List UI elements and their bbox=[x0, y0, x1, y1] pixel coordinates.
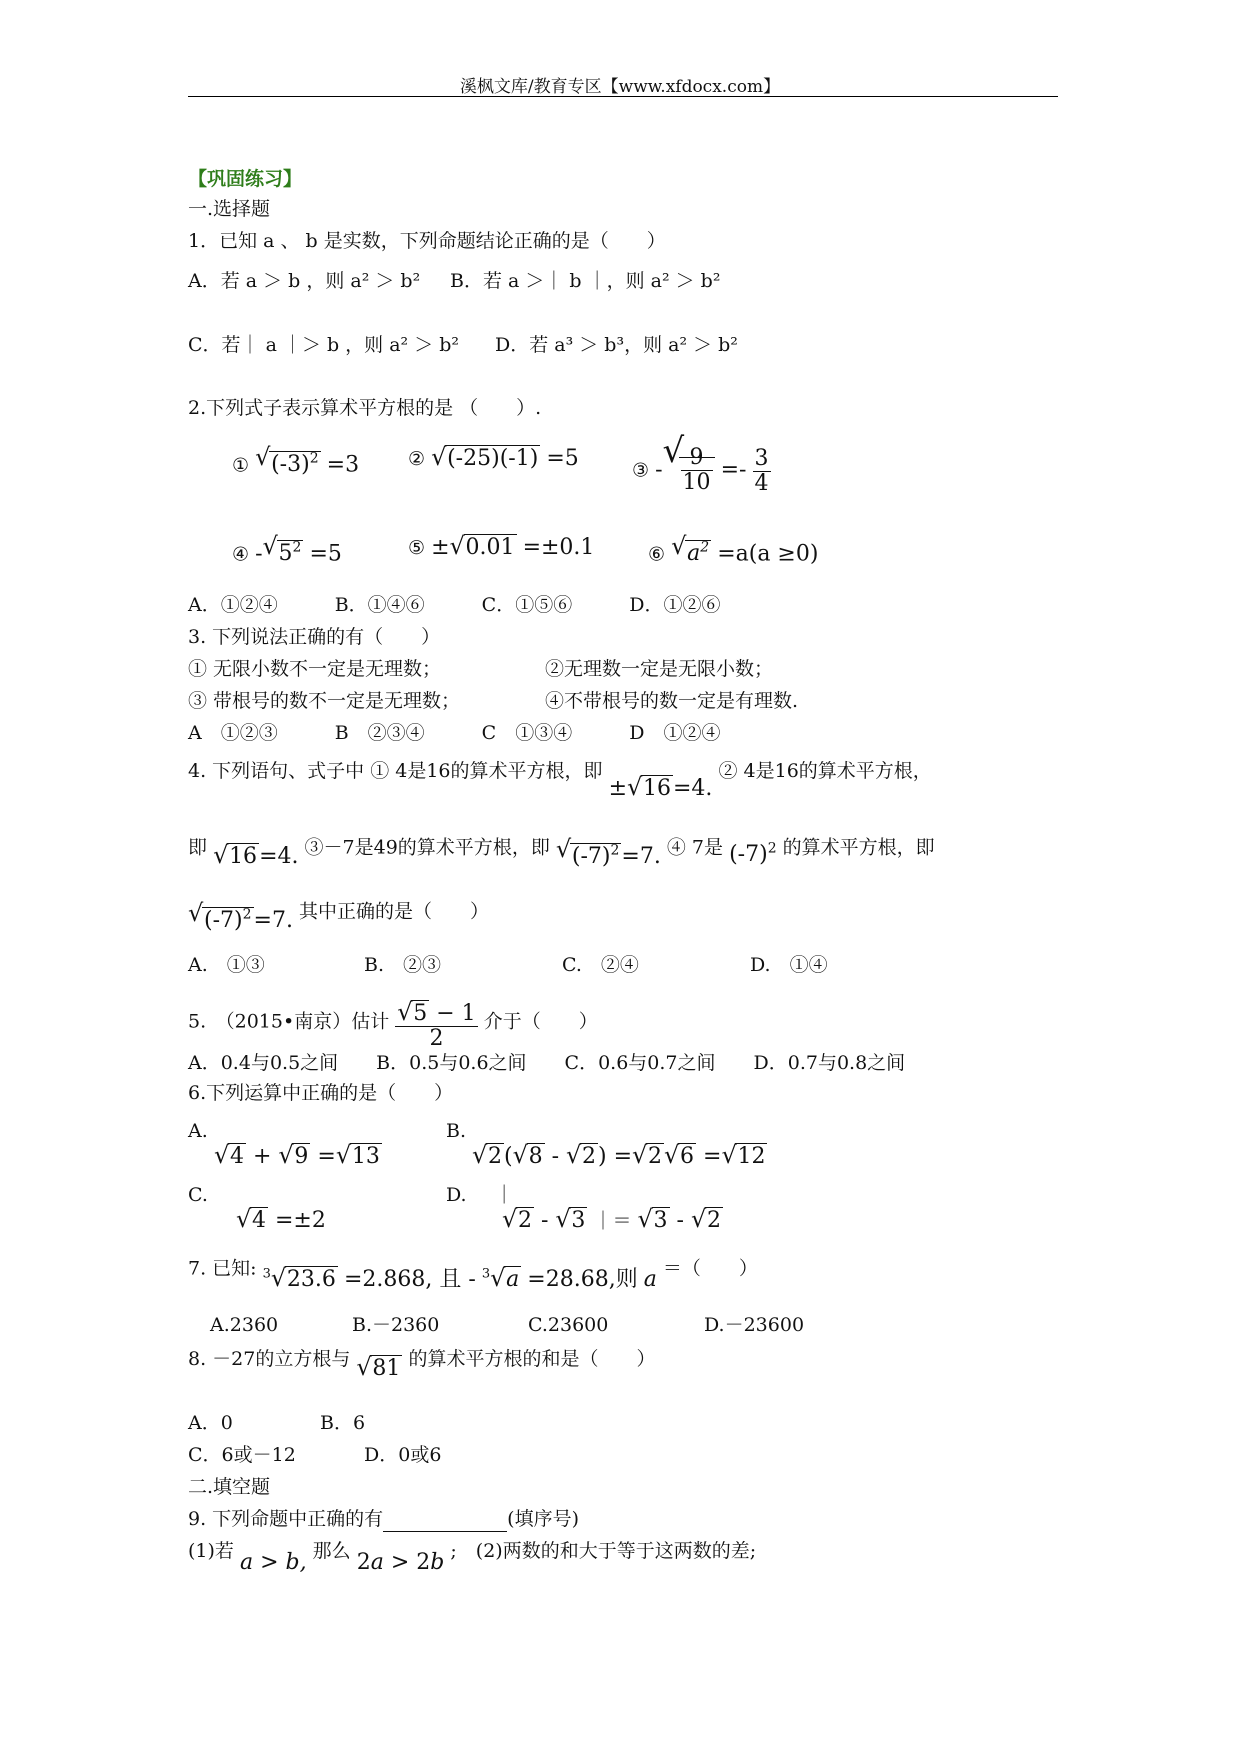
q7-text-d: ＝（ ） bbox=[662, 1257, 758, 1280]
q8-text-b: 的算术平方根的和是（ ） bbox=[408, 1348, 656, 1370]
q4-text-f: ③－7是49的算术平方根，即 bbox=[304, 836, 550, 859]
q9-line-2: (1)若 a > b, 那么 2a > 2b ; (2)两数的和大于等于这两数的差; bbox=[188, 1540, 757, 1575]
q4-text-k: 其中正确的是（ ） bbox=[299, 900, 490, 923]
expr-1-label: ① bbox=[232, 454, 250, 477]
q2-stem: 2.下列式子表示算术平方根的是 （ ）. bbox=[188, 397, 542, 419]
q5-text-a: 5. （2015•南京）估计 bbox=[188, 1010, 390, 1033]
q8-option-b: B．6 bbox=[320, 1412, 366, 1434]
q9-stem bbox=[188, 1506, 579, 1532]
expr-6-label: ⑥ bbox=[648, 543, 666, 566]
q6-d-bar-left: ｜ bbox=[494, 1184, 514, 1206]
part-2-heading: 二.填空题 bbox=[188, 1476, 271, 1498]
q8-option-a: A．0 bbox=[188, 1412, 233, 1434]
q3-statement-2: ②无理数一定是无限小数； bbox=[545, 658, 774, 680]
q5-text-b: 介于（ ） bbox=[483, 1010, 598, 1033]
q6-option-c: C. √ 4 =±2 bbox=[188, 1184, 326, 1233]
q6-c-label: C. bbox=[188, 1184, 208, 1206]
q4-text-g: =7. bbox=[621, 844, 661, 870]
q4-text-a: 4. 下列语句、式子中 ① 4是16的算术平方根，即 bbox=[188, 760, 603, 782]
q4-line-3: √ $(-7)^2=7$. 其中正确的是（ ） bbox=[188, 899, 490, 934]
q9-answer-blank[interactable] bbox=[383, 1511, 507, 1532]
q4-text-h: ④ 7是 bbox=[666, 836, 724, 859]
expr-1-result: =3 bbox=[326, 452, 360, 478]
q6-d-bar-right: ｜＝ bbox=[593, 1210, 632, 1232]
q1-stem: 1．已知 a 、 b 是实数，下列命题结论正确的是（ ） bbox=[188, 230, 666, 252]
q2-expr-2: ② √ (-25)(-1) =5 bbox=[408, 443, 579, 471]
q9-text-b: (填序号) bbox=[507, 1508, 579, 1530]
q8-option-c: C．6或－12 bbox=[188, 1444, 296, 1466]
q2-expr-6: ⑥ √ $a^2 =a(a \ge 0)$ bbox=[648, 532, 819, 567]
q7-text-b: =2.868, 且 - bbox=[343, 1267, 476, 1293]
q6-option-a: A. √ 4 + √ 9 = √ 13 bbox=[188, 1120, 380, 1169]
q2-expr-5: ⑤ ± √ 0.01 =±0.1 bbox=[408, 532, 595, 560]
q3-options: A ①②③ B ②③④ C ①③④ D ①②④ bbox=[188, 722, 721, 744]
expr-3-label: ③ bbox=[632, 459, 650, 482]
header-rule bbox=[188, 96, 1058, 97]
q4-option-a: A. ①③ bbox=[188, 954, 265, 976]
q4-option-b: B. ②③ bbox=[364, 954, 442, 976]
q1-option-a: A．若 a ＞ b ，则 a² ＞ b² bbox=[188, 270, 421, 292]
q8-option-d: D．0或6 bbox=[364, 1444, 442, 1466]
q4-line-1: 4. 下列语句、式子中 ① 4是16的算术平方根，即 ± √ 16=4. ② 4是16的算术平方根， bbox=[188, 760, 932, 801]
q1-option-d: D．若 a³ ＞ b³，则 a² ＞ b² bbox=[495, 334, 738, 356]
q9-text-a: 9. 下列命题中正确的有 bbox=[188, 1508, 384, 1530]
q7-option-c: C.23600 bbox=[528, 1314, 609, 1336]
expr-4-result: =5 bbox=[309, 541, 342, 567]
expr-3-result: =- bbox=[720, 457, 747, 483]
q6-b-label: B. bbox=[446, 1120, 467, 1142]
q4-text-b: =4. bbox=[673, 776, 713, 801]
q7-text-a: 7. 已知: bbox=[188, 1257, 257, 1280]
q4-text-i: 的算术平方根，即 bbox=[782, 836, 935, 859]
q4-text-j: =7. bbox=[253, 908, 293, 934]
q2-expr-4: ④ - √ $5^2 =5$ bbox=[232, 532, 342, 567]
q2-options: A．①②④ B．①④⑥ C．①⑤⑥ D．①②⑥ bbox=[188, 594, 721, 616]
q1-option-c: C．若｜ a ｜＞ b ，则 a² ＞ b² bbox=[188, 334, 460, 356]
section-title: 【巩固练习】 bbox=[188, 168, 303, 190]
page-header: 溪枫文库/教育专区【www.xfdocx.com】 bbox=[459, 77, 781, 97]
q9-text-c: (1)若 bbox=[188, 1540, 234, 1562]
q7-option-a: A.2360 bbox=[210, 1314, 279, 1336]
q2-expr-3: ③ - √ $\frac{9}{10}$ =- $\frac{3}{4}$ bbox=[632, 431, 769, 496]
expr-2-label: ② bbox=[408, 448, 426, 470]
expr-5-label: ⑤ bbox=[408, 537, 426, 559]
q3-statement-4: ④不带根号的数一定是有理数. bbox=[545, 690, 799, 712]
expr-5-result: =±0.1 bbox=[522, 535, 595, 560]
q7-option-b: B.－2360 bbox=[352, 1314, 440, 1336]
q3-statement-3: ③ 带根号的数不一定是无理数； bbox=[188, 690, 461, 712]
q5-options: A．0.4与0.5之间 B．0.5与0.6之间 C．0.6与0.7之间 D．0.7与0.8之间 bbox=[188, 1052, 906, 1074]
q4-text-d: 即 bbox=[188, 836, 208, 859]
q3-statement-1: ① 无限小数不一定是无理数； bbox=[188, 658, 442, 680]
q4-option-c: C. ②④ bbox=[562, 954, 639, 976]
part-1-heading: 一.选择题 bbox=[188, 198, 271, 220]
expr-4-label: ④ bbox=[232, 543, 250, 566]
expr-2-result: =5 bbox=[546, 446, 579, 471]
q5-stem: 5. （2015•南京）估计 √ 5 − 1 2 介于（ ） bbox=[188, 998, 598, 1051]
q6-option-b: B. √ 2( √ 8 - √ 2) = √ 2 √ 6 = √ 12 bbox=[446, 1120, 766, 1169]
q4-text-c: ② 4是16的算术平方根， bbox=[718, 760, 932, 782]
q9-text-e: ; (2)两数的和大于等于这两数的差; bbox=[450, 1540, 757, 1562]
q4-option-d: D. ①④ bbox=[750, 954, 828, 976]
q2-expr-1: ① √ $(-3)^2 =3$ bbox=[232, 443, 360, 478]
q7-option-d: D.－23600 bbox=[704, 1314, 805, 1336]
q1-option-b: B．若 a ＞｜ b ｜，则 a² ＞ b² bbox=[450, 270, 721, 292]
q6-stem: 6.下列运算中正确的是（ ） bbox=[188, 1082, 454, 1104]
q6-d-label: D. bbox=[446, 1184, 467, 1206]
q7-text-c: =28.68,则 bbox=[527, 1267, 638, 1293]
q4-line-2: 即 √ 16=4. ③－7是49的算术平方根，即 √ $(-7)^2=7$. ④ 7是 $(-7)^2$ 的算术平方根，即 bbox=[188, 835, 935, 870]
q3-stem: 3. 下列说法正确的有（ ） bbox=[188, 626, 441, 648]
q6-a-label: A. bbox=[188, 1120, 208, 1142]
q8-stem: 8. －27的立方根与 √ 81 的算术平方根的和是（ ） bbox=[188, 1348, 656, 1381]
q7-stem: 7. 已知: $^3$ √ 23.6 =2.868, 且 - $^3$ √ a =28.68,则 a ＝（ ） bbox=[188, 1257, 758, 1293]
expr-6-result: =a(a ≥0) bbox=[717, 541, 819, 567]
q8-text-a: 8. －27的立方根与 bbox=[188, 1348, 351, 1370]
q9-text-d: 那么 bbox=[312, 1540, 351, 1562]
q4-text-e: =4. bbox=[259, 844, 299, 870]
q6-option-d: D. ｜ √ 2 - √ 3 ｜＝ √ 3 - √ 2 bbox=[446, 1184, 721, 1233]
